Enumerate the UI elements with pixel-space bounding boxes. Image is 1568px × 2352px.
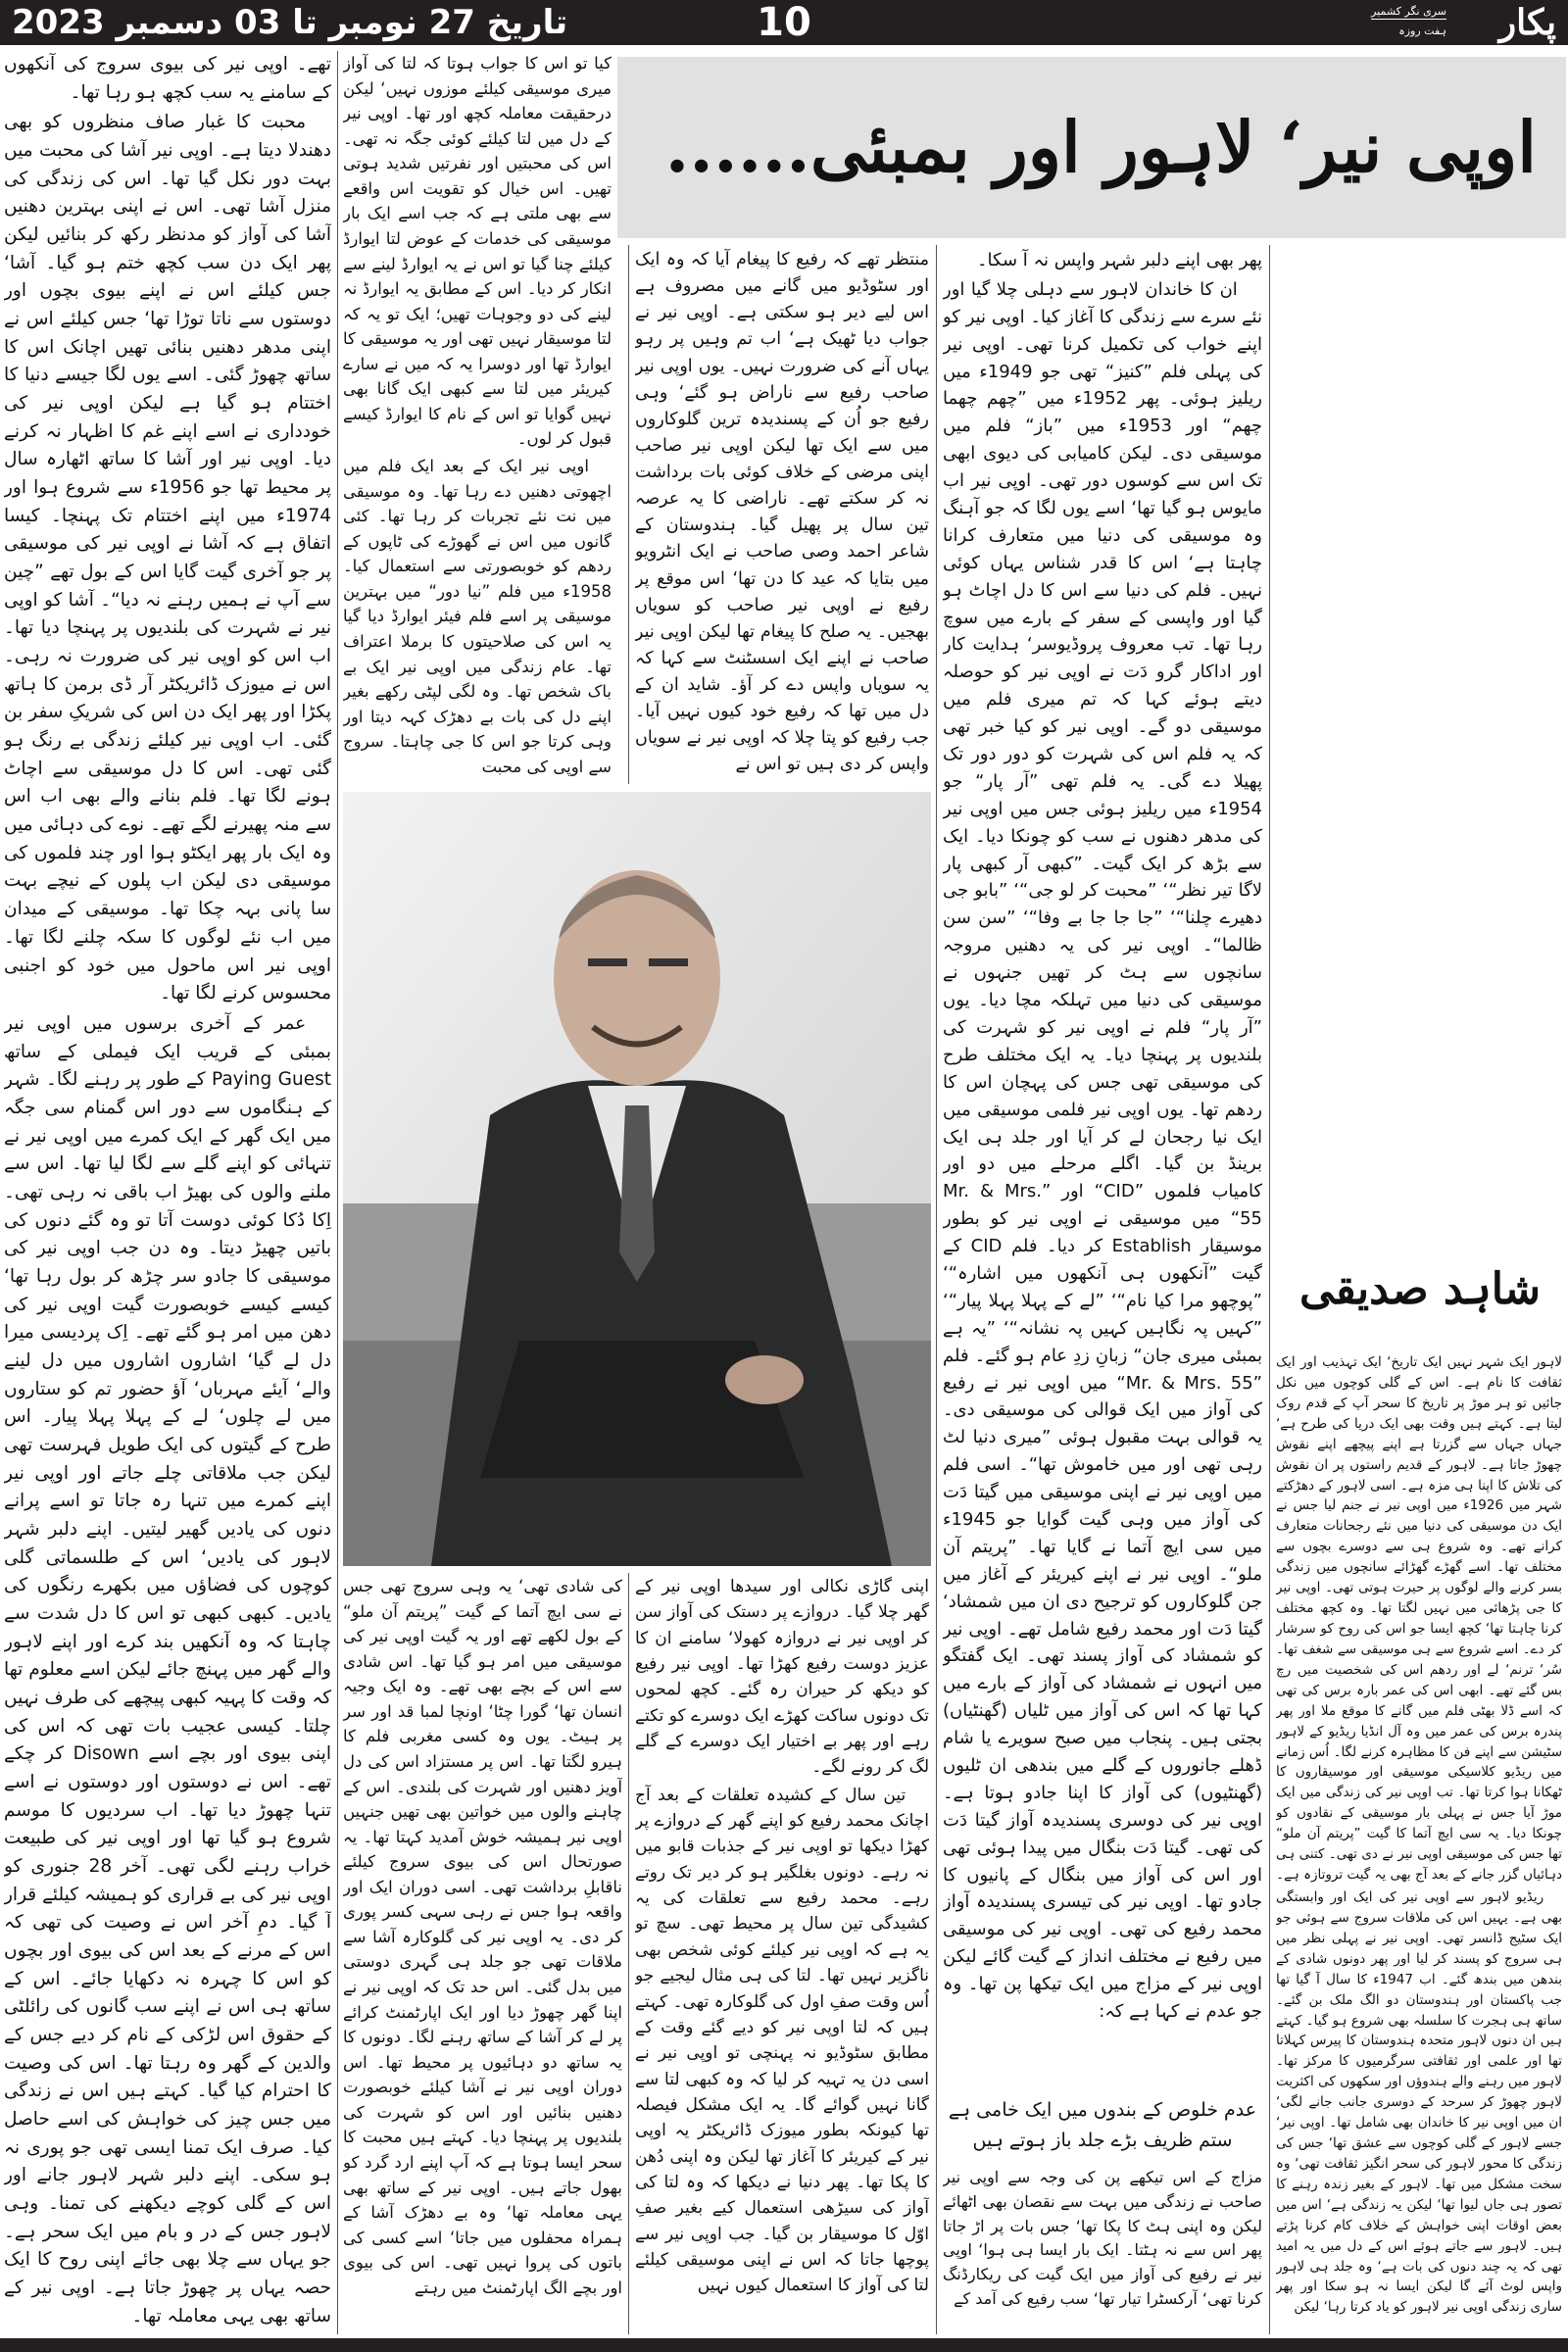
article-paragraph: منتظر تھے کہ رفیع کا پیغام آیا کہ وہ ایک اور سٹوڈیو میں گانے میں مصروف ہے اس لیے دیر ہو سکتی ہے۔ اوپی نیر نے جواب دیا ٹھیک ہے‘ اب تم وہیں پر رہو یہاں آنے کی ضرورت نہیں۔ یوں اوپی نیر صاحب رفیع سے ناراض ہو گئے‘ وہی رفیع جو اُن کے پسندیدہ ترین گلوکاروں میں سے ایک تھا لیکن اوپی نیر صاحب اپنی مرضی کے خلاف کوئی بات برداشت نہ کر سکتے تھے۔ ناراضی کا یہ عرصہ تین سال پر پھیل گیا۔ ہندوستان کے شاعر احمد وصی صاحب نے ایک انٹرویو میں بتایا کہ عید کا دن تھا‘ اس موقع پر رفیع نے اوپی نیر صاحب کو سویاں بھجیں۔ یہ صلح کا پیغام تھا لیکن اوپی نیر صاحب نے اپنے ایک اسسٹنٹ سے کہا کہ یہ سویاں واپس دے کر آؤ۔ شاید ان کے دل میں تھا کہ رفیع خود کیوں نہیں آیا۔ جب رفیع کو پتا چلا کہ اوپی نیر نے سویاں واپس کر دی ہیں تو اس نے [635, 250, 929, 775]
article-paragraph: ان کا خاندان لاہور سے دہلی چلا گیا اور نئے سرے سے زندگی کا آغاز کیا۔ اوپی نیر کو اپنے خواب کی تکمیل کرنا تھی۔ اوپی نیر کی پہلی فلم ”کنیز“ تھی جو 1949ء میں ریلیز ہوئی۔ پھر 1952ء میں ”چھم چھما چھم“ اور 1953ء میں ”باز“ فلم میں موسیقی دی۔ لیکن کامیابی کی دیوی ابھی تک اس سے کوسوں دور تھی۔ اوپی نیر اب مایوس ہو گیا تھا‘ اسے یوں لگا کہ جو آہنگ وہ موسیقی کی دنیا میں متعارف کرانا چاہتا ہے‘ اس کا قدر شناس یہاں کوئی نہیں۔ فلم کی دنیا سے اس کا دل اچاٹ ہو گیا اور واپسی کے سفر کے بارے میں سوچ رہا تھا۔ تب معروف پروڈیوسر‘ ہدایت کار اور اداکار گرو دَت نے اوپی نیر کو حوصلہ دیتے ہوئے کہا کہ تم میری فلم میں موسیقی دو گے۔ اوپی نیر کو کیا خبر تھی کہ یہ فلم اس کی شہرت کو دور دور تک پھیلا دے گی۔ یہ فلم تھی ”آر پار“ جو 1954ء میں ریلیز ہوئی جس میں اوپی نیر کی مدھر دھنوں نے سب کو چونکا دیا۔ ایک سے بڑھ کر ایک گیت۔ ”کبھی آر کبھی پار لاگا تیر نظر“‘ ”محبت کر لو جی“‘ ”بابو جی دھیرے چلنا“‘ ”جا جا جا بے وفا“‘ ”سن سن ظالما“۔ اوپی نیر کی یہ دھنیں مروجہ سانچوں سے ہٹ کر تھیں جنہوں نے موسیقی کی دنیا میں تہلکہ مچا دیا۔ یوں ”آر پار“ فلم نے اوپی نیر کو شہرت کی بلندیوں پر پہنچا دیا۔ یہ ایک مختلف طرح کی موسیقی تھی جس کی پہچان اس کا ردھم تھا۔ یوں اوپی نیر فلمی موسیقی میں ایک نیا رجحان لے کر آیا اور جلد ہی ایک برینڈ بن گیا۔ اگلے مرحلے میں دو اور کامیاب فلموں ”CID“ اور ”Mr. & Mrs. 55“ میں موسیقی نے اوپی نیر کو بطور موسیقار Establish کر دیا۔ فلم CID کے گیت ”آنکھوں ہی آنکھوں میں اشارہ“‘ ”پوچھو مرا کیا نام“‘ ”لے کے پہلا پہلا پیار“‘ ”کہیں پہ نگاہیں کہیں پہ نشانہ“‘ ”یہ ہے بمبئی میری جان“ زبانِ زدِ عام ہو گئے۔ فلم ”Mr. & Mrs. 55“ میں اوپی نیر نے رفیع کی آواز میں ایک قوالی کی موسیقی دی۔ یہ قوالی بہت مقبول ہوئی ”میری دنیا لٹ رہی تھی اور میں خاموش تھا“۔ اسی فلم میں اوپی نیر نے اپنی موسیقی میں گیتا دَت کی آواز میں وہی گیت گوایا جو 1945ء میں سی ایچ آتما نے گایا تھا۔ ”پریتم آن ملو“۔ اوپی نیر نے اپنے کیریئر کے آغاز میں جن گلوکاروں کو ترجیح دی ان میں شمشاد‘ گیتا دَت اور محمد رفیع شامل تھے۔ اوپی نیر کو شمشاد کی آواز پسند تھی۔ ایک گفتگو میں انہوں نے شمشاد کی آواز کے بارے میں کہا تھا کہ اس کی آواز میں ٹلیاں (گھنٹیاں) بجتی ہیں۔ پنجاب میں صبح سویرے یا شام ڈھلے جانوروں کے گلے میں بندھی ان ٹلیوں (گھنٹیوں) کی آواز کا اپنا جادو ہوتا ہے۔ اوپی نیر کی دوسری پسندیدہ آواز گیتا دَت کی تھی۔ گیتا دَت بنگال میں پیدا ہوئی تھی اور اس کی آواز میں بنگال کے پانیوں کا جادو تھا۔ اوپی نیر کی تیسری پسندیدہ آواز محمد رفیع کی تھی۔ اوپی نیر کی موسیقی میں رفیع نے مختلف انداز کے گیت گائے لیکن اوپی نیر کے مزاج میں ایک تیکھا پن تھا۔ وہ جو عدم نے کہا ہے کہ: [943, 278, 1262, 2022]
newspaper-logo [1341, 0, 1556, 45]
verse-line: ستم ظریف بڑے جلد باز ہوتے ہیں [972, 2130, 1233, 2151]
column-divider [628, 245, 629, 784]
article-photo [343, 792, 931, 1566]
issue-date-box [12, 0, 698, 45]
logo-frequency: ہفت روزہ [1398, 24, 1446, 37]
column-2-bottom [343, 1574, 622, 2334]
column-3-bottom [635, 1574, 929, 2334]
logo-place: سری نگر کشمیر [1371, 5, 1446, 18]
column-3-top [635, 247, 929, 781]
column-divider [936, 245, 937, 2334]
headline-box [617, 57, 1566, 238]
article-paragraph: مزاج کے اس تیکھے پن کی وجہ سے اوپی نیر صاحب نے زندگی میں بہت سے نقصان بھی اٹھائے لیکن وہ اپنی ہٹ کا پکا تھا‘ جس بات پر اڑ جاتا پھر اس سے نہ ہٹتا۔ ایک بار ایسا ہی ہوا‘ اوپی نیر نے رفیع کی آواز میں ایک گیت کی ریکارڈنگ کرنا تھی‘ آرکسٹرا تیار تھا‘ سب رفیع کی آمد کے [943, 2168, 1262, 2308]
article-paragraph: ریڈیو لاہور سے اوپی نیر کی ایک اور وابستگی بھی ہے۔ یہیں اس کی ملاقات سروج سے ہوئی جو ایک سٹیج ڈانسر تھی۔ اوپی نیر نے پہلی نظر میں ہی سروج کو پسند کر لیا اور پھر دونوں شادی کے بندھن میں بندھ گئے۔ اب 1947ء کا سال آ گیا تھا جب پاکستان اور ہندوستان دو الگ ملک بن گئے۔ ساتھ ہی ہجرت کا سلسلہ بھی شروع ہو گیا۔ کہتے ہیں ان دنوں لاہور متحدہ ہندوستان کا پیرس کہلاتا تھا اور علمی اور ثقافتی سرگرمیوں کا مرکز تھا۔ لاہور میں رہنے والے ہندوؤں اور سکھوں کی اکثریت لاہور چھوڑ کر سرحد کے دوسری جانب جانے لگی‘ ان میں اوپی نیر کا خاندان بھی شامل تھا۔ اوپی نیر‘ جسے لاہور کے گلی کوچوں سے عشق تھا‘ جس کی زندگی کا محور لاہور کی سحر انگیز ثقافت تھی‘ وہ سخت مشکل میں تھا۔ لاہور کے بغیر زندہ رہنے کا تصور ہی جاں لیوا تھا‘ لیکن یہ زندگی ہے‘ اس میں بعض اوقات اپنی خواہش کے خلاف کام کرنا پڑتے ہیں۔ لاہور سے جاتے ہوئے اس کے دل میں یہ امید تھی کہ یہ چند دنوں کی بات ہے‘ وہ جلد ہی لاہور واپس لوٹ آئے گا لیکن ایسا نہ ہو سکا اور پھر ساری زندگی اوپی نیر لاہور کو یاد کرتا رہا‘ لیکن [1276, 1888, 1562, 2316]
article-paragraph: عمر کے آخری برسوں میں اوپی نیر بمبئی کے قریب ایک فیملی کے ساتھ Paying Guest کے طور پر رہنے لگا۔ شہر کے ہنگاموں سے دور اس گمنام سی جگہ میں ایک گھر کے ایک کمرے میں اوپی نیر نے تنہائی کو اپنے گلے سے لگا لیا تھا۔ اس سے ملنے والوں کی بھیڑ اب باقی نہ رہی تھی۔ اِکا دُکا کوئی دوست آتا تو وہ گئے دنوں کی باتیں چھیڑ دیتا۔ وہ دن جب اوپی نیر کی موسیقی کا جادو سر چڑھ کر بول رہا تھا‘ کیسے کیسے خوبصورت گیت اوپی نیر کی دھن میں امر ہو گئے تھے۔ اِک پردیسی میرا دل لے گیا‘ اشاروں اشاروں میں دل لینے والے‘ آیئے مہرباں‘ آؤ حضور تم کو ستاروں میں لے چلوں‘ لے کے پہلا پہلا پیار۔ اس طرح کے گیتوں کی ایک طویل فہرست تھی لیکن جب ملاقاتی چلے جاتے اور اوپی نیر اپنے کمرے میں تنہا رہ جاتا تو اسے پرانے دنوں کی یادیں گھیر لیتیں۔ اپنے دلبر شہر لاہور کی یادیں‘ اس کے طلسماتی گلی کوچوں کی فضاؤں میں بکھرے رنگوں کی یادیں۔ کبھی کبھی تو اس کا دل شدت سے چاہتا کہ وہ آنکھیں بند کرے اور اپنے لاہور والے گھر میں پہنچ جائے لیکن اسے معلوم تھا کہ وقت کا پہیہ کبھی پیچھے کی طرف نہیں چلتا۔ کیسی عجیب بات تھی کہ اس کی اپنی بیوی اور بچے اسے Disown کر چکے تھے۔ اس نے دوستوں اور دوستوں نے اسے تنہا چھوڑ دیا تھا۔ اب سردیوں کا موسم شروع ہو گیا تھا اور اوپی نیر کی طبیعت خراب رہنے لگی تھی۔ آخر 28 جنوری کو اوپی نیر کی بے قراری کو ہمیشہ کیلئے قرار آ گیا۔ دمِ آخر اس نے وصیت کی تھی کہ اس کے مرنے کے بعد اس کی بیوی اور بچوں کو اس کا چہرہ نہ دکھایا جائے۔ اس کے ساتھ ہی اس نے اپنے سب گانوں کی رائلٹی کے حقوق اس لڑکی کے نام کر دیے جس کے والدین کے گھر وہ رہتا تھا۔ اس کی وصیت کا احترام کیا گیا۔ کہتے ہیں اس نے زندگی میں جس چیز کی خواہش کی اسے حاصل کیا۔ صرف ایک تمنا ایسی تھی جو پوری نہ ہو سکی۔ اپنے دلبر شہر لاہور جانے اور اس کے گلی کوچے دیکھنے کی تمنا۔ وہی لاہور جس کے در و بام میں ایک سحر ہے۔ جو یہاں سے چلا بھی جائے اپنی روح کا ایک حصہ یہاں پر چھوڑ جاتا ہے۔ اوپی نیر کے ساتھ بھی یہی معاملہ تھا۔ [4, 1012, 331, 2327]
article-paragraph: کی شادی تھی‘ یہ وہی سروج تھی جس نے سی ایچ آتما کے گیت ”پریتم آن ملو“ کے بول لکھے تھے اور یہ گیت اوپی نیر کی موسیقی میں امر ہو گیا تھا۔ اس شادی سے اس کے بچے بھی تھے۔ وہ ایک وجیہ انسان تھا‘ گورا چٹا‘ اونچا لمبا قد اور سر پر ہیٹ۔ یوں وہ کسی مغربی فلم کا ہیرو لگتا تھا۔ اس پر مستزاد اس کی دل آویز دھنیں اور شہرت کی بلندی۔ اس کے چاہنے والوں میں خواتین بھی تھیں جنہیں اوپی نیر ہمیشہ خوش آمدید کہتا تھا۔ یہ صورتحال اس کی بیوی سروج کیلئے ناقابلِ برداشت تھی۔ اسی دوران ایک اور واقعہ ہوا جس نے رہی سہی کسر پوری کر دی۔ یہ اوپی نیر کی گلوکارہ آشا سے ملاقات تھی جو جلد ہی گہری دوستی میں بدل گئی۔ اس حد تک کہ اوپی نیر نے اپنا گھر چھوڑ دیا اور ایک اپارٹمنٹ کرائے پر لے کر آشا کے ساتھ رہنے لگا۔ دونوں کا یہ ساتھ دو دہائیوں پر محیط تھا۔ اس دوران اوپی نیر نے آشا کیلئے خوبصورت دھنیں بنائیں اور اس کو شہرت کی بلندیوں پر پہنچا دیا۔ کہتے ہیں محبت کا سحر ایسا ہوتا ہے کہ آپ اپنے ارد گرد کو بھول جاتے ہیں۔ اوپی نیر کے ساتھ بھی یہی معاملہ تھا‘ وہ بے دھڑک آشا کے ہمراہ محفلوں میں جاتا‘ اسے کسی کی باتوں کی پروا نہیں تھی۔ اس کی بیوی اور بچے الگ اپارٹمنٹ میں رہتے [343, 1577, 622, 2297]
column-2-top [343, 51, 612, 781]
column-divider [628, 1573, 629, 2334]
column-divider [337, 51, 338, 2334]
article-paragraph: تین سال کے کشیدہ تعلقات کے بعد آج اچانک محمد رفیع کو اپنے گھر کے دروازے پر کھڑا دیکھا تو اوپی نیر کے جذبات قابو میں نہ رہے۔ دونوں بغلگیر ہو کر دیر تک روتے رہے۔ محمد رفیع سے تعلقات کی یہ کشیدگی تین سال پر محیط تھی۔ سچ تو یہ ہے کہ اوپی نیر کیلئے کوئی شخص بھی ناگزیر نہیں تھا۔ لتا کی ہی مثال لیجیے جو اُس وقت صفِ اول کی گلوکارہ تھی۔ کہتے ہیں کہ لتا اوپی نیر کو دیے گئے وقت کے مطابق سٹوڈیو نہ پہنچی تو اوپی نیر نے اسی دن یہ تہیہ کر لیا کہ وہ کبھی لتا سے گانا نہیں گوائے گا۔ یہ ایک مشکل فیصلہ تھا کیونکہ بطور میوزک ڈائریکٹر یہ اوپی نیر کے کیریئر کا آغاز تھا لیکن وہ اپنی دُھن کا پکا تھا۔ پھر دنیا نے دیکھا کہ وہ لتا کی آواز کی سیڑھی استعمال کیے بغیر صفِ اوّل کا موسیقار بن گیا۔ جب اوپی نیر سے پوچھا جاتا کہ اس نے اپنی موسیقی کیلئے لتا کی آواز کا استعمال کیوں نہیں [635, 1785, 929, 2296]
column-5 [1276, 1352, 1562, 2334]
article-paragraph: محبت کا غبار صاف منظروں کو بھی دھندلا دیتا ہے۔ اوپی نیر آشا کی محبت میں بہت دور نکل گیا تھا۔ اس کی زندگی کی منزل آشا تھی۔ اس نے اپنی بہترین دھنیں آشا کی آواز کو مدنظر رکھ کر بنائیں لیکن پھر ایک دن سب کچھ ختم ہو گیا۔ آشا‘ جس کیلئے اس نے اپنے بیوی بچوں اور دوستوں سے ناتا توڑا تھا‘ جس کیلئے اس نے اپنی مدھر دھنیں بنائی تھیں اچانک اس کا ساتھ چھوڑ گئی۔ اسے یوں لگا جیسے دنیا کا اختتام ہو گیا ہے لیکن اوپی نیر کی خودداری نے اسے اپنے غم کا اظہار نہ کرنے دیا۔ اوپی نیر اور آشا کا ساتھ اٹھارہ سال پر محیط تھا جو 1956ء سے شروع ہوا اور 1974ء میں اپنے اختتام تک پہنچا۔ کیسا اتفاق ہے کہ آشا نے اوپی نیر کی موسیقی پر جو آخری گیت گایا اس کے بول تھے ”چین سے آپ نے ہمیں رہنے نہ دیا“۔ آشا کو اوپی نیر نے شہرت کی بلندیوں پر پہنچا دیا تھا۔ اب اس کو اوپی نیر کی ضرورت نہ رہی۔ اس نے میوزک ڈائریکٹر آر ڈی برمن کا ہاتھ پکڑا اور پھر ایک دن اس کی شریکِ سفر بن گئی۔ اب اوپی نیر کیلئے زندگی بے رنگ ہو گئی تھی۔ اس کا دل موسیقی سے اچاٹ ہونے لگا تھا۔ فلم بنانے والے بھی اب اس سے منہ پھیرنے لگے تھے۔ نوے کی دہائی میں وہ ایک بار پھر ایکٹو ہوا اور چند فلموں کی موسیقی دی لیکن اب پلوں کے نیچے بہت سا پانی بہہ چکا تھا۔ موسیقی کے میدان میں اب نئے لوگوں کا سکہ چلنے لگا تھا۔ اوپی نیر اس ماحول میں خود کو اجنبی محسوس کرنے لگا تھا۔ [4, 112, 331, 1004]
poetry-couplet [941, 2095, 1264, 2156]
article-paragraph: اوپی نیر ایک کے بعد ایک فلم میں اچھوتی دھنیں دے رہا تھا۔ وہ موسیقی میں نت نئے تجربات کر رہا تھا۔ کئی گانوں میں اس نے گھوڑے کی ٹاپوں کے ردھم کو خوبصورتی سے استعمال کیا۔ 1958ء میں فلم ”نیا دور“ میں بہترین موسیقی پر اسے فلم فیئر ایوارڈ دیا گیا یہ اس کی صلاحیتوں کا برملا اعتراف تھا۔ عام زندگی میں اوپی نیر ایک بے باک شخص تھا۔ وہ لگی لپٹی رکھے بغیر اپنے دل کی بات بے دھڑک کہہ دیتا اور وہی کرتا جو اس کا جی چاہتا۔ سروج سے اوپی کی محبت [343, 457, 612, 776]
article-headline: اوپی نیر‘ لاہور اور بمبئی...... [664, 106, 1537, 188]
article-paragraph: کیا تو اس کا جواب ہوتا کہ لتا کی آواز میری موسیقی کیلئے موزوں نہیں‘ لیکن درحقیقت معاملہ کچھ اور تھا۔ اوپی نیر کے دل میں لتا کیلئے کوئی جگہ نہ تھی۔ اس کی محبتیں اور نفرتیں شدید ہوتی تھیں۔ اس خیال کو تقویت اس واقعے سے بھی ملتی ہے کہ جب اسے ایک بار موسیقی کی خدمات کے عوض لتا ایوارڈ کیلئے چنا گیا تو اس نے یہ ایوارڈ لینے سے انکار کر دیا۔ اس کے مطابق یہ ایوارڈ نہ لینے کی دو وجوہات تھیں؛ ایک تو یہ کہ لتا موسیقار نہیں تھی اور یہ موسیقی کا ایوارڈ تھا اور دوسرا یہ کہ میں نے سارے کیریئر میں لتا سے کبھی ایک گانا بھی نہیں گوایا تو اس کے نام کا ایوارڈ کیسے قبول کر لوں۔ [343, 54, 612, 449]
column-1 [4, 51, 331, 2334]
portrait-image [343, 792, 931, 1566]
article-paragraph: لاہور ایک شہر نہیں ایک تاریخ‘ ایک تہذیب اور ایک ثقافت کا نام ہے۔ اس کے گلی کوچوں میں نکل جائیں تو ہر موڑ پر تاریخ کا سحر آپ کے قدم روک لیتا ہے۔ کہتے ہیں وقت بھی ایک دریا کی طرح ہے‘ جہاں جہاں سے گزرتا ہے اپنے پیچھے اپنے نقوش چھوڑ جاتا ہے۔ لاہور کے قدیم راستوں پر ان نقوش کی تلاش کا اپنا ہی مزہ ہے۔ اسی لاہور کے دھڑکتے شہر میں 1926ء میں اوپی نیر نے جنم لیا جس نے ایک دن موسیقی کی دنیا میں نئے رجحانات متعارف کرانے تھے۔ وہ شروع ہی سے دوسرے بچوں سے مختلف تھا۔ اسے گھڑے گھڑائے سانچوں میں زندگی بسر کرنے والے لوگوں پر حیرت ہوتی تھی۔ اوپی نیر کا جی پڑھائی میں نہیں لگتا تھا۔ وہ کچھ مختلف کرنا چاہتا تھا‘ کچھ ایسا جو اس کی روح کو سرشار کر دے۔ اسے شروع سے ہی موسیقی سے شغف تھا۔ سُر‘ ترنم‘ لے اور ردھم اس کی شخصیت میں رچ بس گئے تھے۔ ابھی اس کی عمر بارہ برس کی تھی کہ اسے ڈلا بھٹی فلم میں گانے کا موقع ملا اور پھر پندرہ برس کی عمر میں وہ آل انڈیا ریڈیو کے لاہور سٹیشن سے اپنے فن کا مظاہرہ کرنے لگا۔ اُس زمانے میں ریڈیو کلاسیکی موسیقی اور موسیقاروں کا ٹھکانا ہوا کرتا تھا۔ تب اوپی نیر کی زندگی میں ایک موڑ آیا جس نے پہلی بار موسیقی کے نقادوں کو چونکا دیا۔ یہ سی ایچ آتما کا گیت ”پریتم آن ملو“ تھا جس کی موسیقی اوپی نیر نے دی تھی۔ کتنی ہی دہائیاں گزر جانے کے بعد آج بھی یہ گیت تروتازہ ہے۔ [1276, 1354, 1562, 1884]
article-paragraph: اپنی گاڑی نکالی اور سیدھا اوپی نیر کے گھر چلا گیا۔ دروازے پر دستک کی آواز سن کر اوپی نیر نے دروازہ کھولا‘ سامنے ان کا عزیز دوست رفیع کھڑا تھا۔ اوپی نیر رفیع کو دیکھ کر حیران رہ گئے۔ کچھ لمحوں تک دونوں ساکت کھڑے ایک دوسرے کو تکتے رہے اور پھر بے اختیار ایک دوسرے کے گلے لگ کر رونے لگے۔ [635, 1577, 929, 1778]
column-divider [1269, 245, 1270, 2334]
page-number: 10 [757, 0, 811, 45]
logo-title: پکار [1498, 2, 1556, 43]
footer-bar [0, 2338, 1568, 2352]
masthead-bar [0, 0, 1568, 45]
article-paragraph: پھر بھی اپنے دلبر شہر واپس نہ آ سکا۔ [977, 250, 1262, 270]
verse-line: عدم خلوص کے بندوں میں ایک خامی ہے [948, 2099, 1257, 2121]
column-4-top [943, 247, 1262, 2085]
issue-date: تاریخ 27 نومبر تا 03 دسمبر 2023 [12, 3, 568, 42]
article-paragraph: تھے۔ اوپی نیر کی بیوی سروج کی آنکھوں کے سامنے یہ سب کچھ ہو رہا تھا۔ [4, 54, 331, 103]
author-byline: شاہد صدیقی [1298, 1264, 1542, 1314]
column-4-bottom [943, 2166, 1262, 2334]
